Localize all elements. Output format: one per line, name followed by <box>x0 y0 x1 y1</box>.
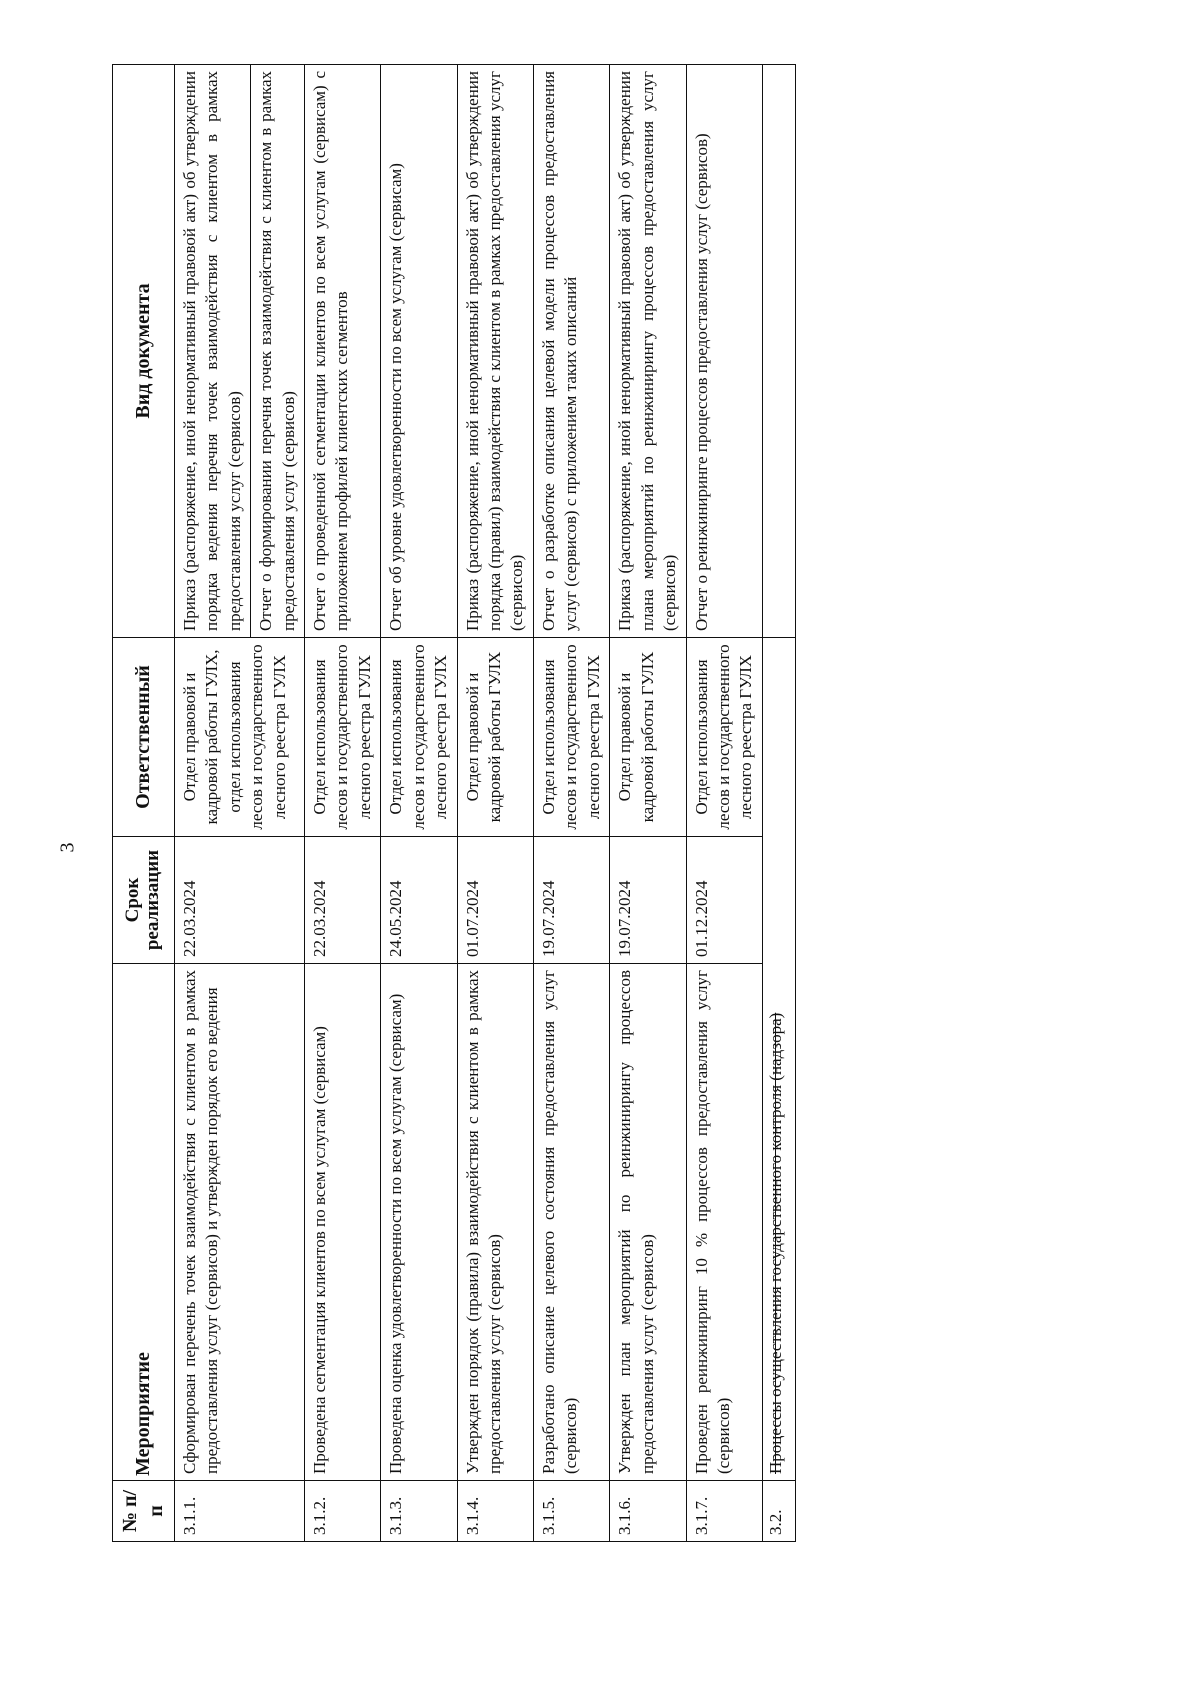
row-doc: Отчет о проведенной сегментации клиентов по всем услугам (сервисам) с приложением профилей клиентских сегментов <box>309 71 352 631</box>
row-num: 3.1.6. <box>610 1481 686 1542</box>
row-num: 3.1.1. <box>174 1481 304 1542</box>
row-doc: Отчет о разработке описания целевой модели процессов предоставления услуг (сервисов) с приложением таких описаний <box>538 71 581 631</box>
row-event: Утвержден порядок (правила) взаимодействия с клиентом в рамках предоставления услуг (сервисов) <box>457 964 533 1481</box>
row-doc: Приказ (распоряжение, иной ненормативный правовой акт) об утверждении порядка ведения перечня точек взаимодействия с клиентом в рамках предоставления услуг (сервисов) <box>179 71 244 631</box>
row-doc: Приказ (распоряжение, иной ненормативный правовой акт) об утверждении порядка (правил) взаимодействия с клиентом в рамках предоставления услуг (сервисов) <box>462 71 527 631</box>
header-num: № п/п <box>113 1481 175 1542</box>
row-date: 01.07.2024 <box>457 837 533 964</box>
row-event: Проведена сегментация клиентов по всем услугам (сервисам) <box>304 964 380 1481</box>
section-row <box>762 65 795 1542</box>
row-doc-cell <box>304 65 380 638</box>
row-responsible: Отдел использования лесов и государственного лесного реестра ГУЛХ <box>304 638 380 837</box>
row-event: Разработано описание целевого состояния предоставления услуг (сервисов) <box>533 964 609 1481</box>
row-date: 24.05.2024 <box>381 837 457 964</box>
plan-table <box>112 64 796 1542</box>
table-row <box>457 65 533 1542</box>
row-num: 3.1.2. <box>304 1481 380 1542</box>
row-doc: Отчет о формировании перечня точек взаимодействия с клиентом в рамках предоставления услуг (сервисов) <box>250 65 304 637</box>
page-number: 3 <box>56 842 79 853</box>
row-doc: Отчет о реинжиниринге процессов предоставления услуг (сервисов) <box>691 133 711 631</box>
table-row <box>381 65 457 1542</box>
row-doc-cell <box>610 65 686 638</box>
row-responsible: Отдел правовой и кадровой работы ГУЛХ <box>457 638 533 837</box>
header-doc-type: Вид документа <box>113 65 175 638</box>
row-doc-cell <box>686 65 762 638</box>
row-date: 19.07.2024 <box>533 837 609 964</box>
row-event: Утвержден план мероприятий по реинжинирингу процессов предоставления услуг (сервисов) <box>610 964 686 1481</box>
section-title-cell <box>762 638 795 1481</box>
row-responsible: Отдел использования лесов и государственного лесного реестра ГУЛХ <box>381 638 457 837</box>
row-event: Проведена оценка удовлетворенности по всем услугам (сервисам) <box>381 964 457 1481</box>
row-date: 19.07.2024 <box>610 837 686 964</box>
row-responsible: Отдел правовой и кадровой работы ГУЛХ <box>610 638 686 837</box>
row-doc-cell <box>533 65 609 638</box>
row-doc: Приказ (распоряжение, иной ненормативный правовой акт) об утверждении плана мероприятий по реинжинирингу процессов предоставления услуг (сервисов) <box>615 71 680 631</box>
table-row <box>686 65 762 1542</box>
row-num: 3.1.5. <box>533 1481 609 1542</box>
row-event: Проведен реинжиниринг 10 % процессов предоставления услуг (сервисов) <box>686 964 762 1481</box>
row-event: Сформирован перечень точек взаимодействия с клиентом в рамках предоставления услуг (сервисов) и утвержден порядок его ведения <box>174 964 304 1481</box>
row-doc-cell <box>381 65 457 638</box>
row-responsible: Отдел использования лесов и государственного лесного реестра ГУЛХ <box>533 638 609 837</box>
row-date: 22.03.2024 <box>174 837 304 964</box>
row-doc-cell <box>457 65 533 638</box>
row-num: 3.1.7. <box>686 1481 762 1542</box>
row-num: 3.1.3. <box>381 1481 457 1542</box>
row-responsible: Отдел использования лесов и государственного лесного реестра ГУЛХ <box>686 638 762 837</box>
header-date: Срок реализации <box>113 837 175 964</box>
table-header-row <box>113 65 175 1542</box>
row-date: 22.03.2024 <box>304 837 380 964</box>
table-row <box>174 65 304 1542</box>
table-row <box>610 65 686 1542</box>
section-empty-cell <box>762 65 795 638</box>
table-row <box>533 65 609 1542</box>
row-responsible: Отдел правовой и кадровой работы ГУЛХ, отдел использования лесов и государственного лесного реестра ГУЛХ <box>174 638 304 837</box>
section-num: 3.2. <box>762 1481 795 1542</box>
row-doc: Отчет об уровне удовлетворенности по всем услугам (сервисам) <box>386 163 406 631</box>
row-doc-cell <box>174 65 304 638</box>
table-row <box>304 65 380 1542</box>
header-event: Мероприятие <box>113 964 175 1481</box>
row-num: 3.1.4. <box>457 1481 533 1542</box>
row-date: 01.12.2024 <box>686 837 762 964</box>
header-responsible: Ответственный <box>113 638 175 837</box>
rotated-document <box>112 71 1148 1542</box>
section-title: Процессы осуществления государственного контроля (надзора) <box>765 1012 785 1474</box>
